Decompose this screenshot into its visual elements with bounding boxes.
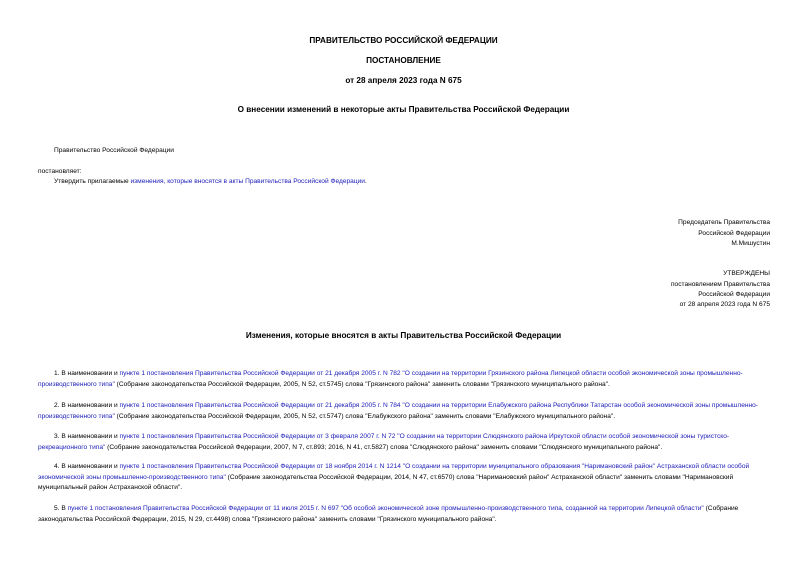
change-item-4 (38, 462, 771, 494)
change-item-4-prefix: 4. В наименовании и (54, 463, 120, 470)
changes-link[interactable]: изменения, которые вносятся в акты Правительства Российской Федерации (130, 178, 365, 185)
change-item-1-prefix: 1. В наименовании и (54, 370, 120, 377)
intro-government-text: Правительство Российской Федерации (54, 147, 174, 154)
change-item-3-text: (Собрание законодательства Российской Федерации, 2007, N 7, ст.893; 2016, N 41, ст.5827) слова "Слюдянского района" заменить словами "Слюдянского муниципального района". (105, 443, 663, 451)
change-item-5-link[interactable]: пункте 1 постановления Правительства Российской Федерации от 11 июля 2015 г. N 697 "Об особой экономической зоне промышленно-производственного типа, созданной на территории Липецкой области" (67, 505, 704, 512)
change-item-5 (38, 504, 771, 525)
change-item-5-prefix: 5. В (54, 505, 68, 512)
intro-approve-text (54, 178, 367, 185)
document-title: О внесении изменений в некоторые акты Правительства Российской Федерации (237, 105, 570, 114)
approved-label: УТВЕРЖДЕНЫ (723, 270, 770, 277)
approved-date-line: от 28 апреля 2023 года N 675 (679, 301, 770, 308)
approved-government-line: Российской Федерации (698, 291, 770, 298)
change-item-1 (38, 369, 771, 390)
intro-approve-prefix: Утвердить прилагаемые (54, 178, 131, 185)
signature-name: М.Мишустин (731, 240, 770, 247)
change-item-2-text: (Собрание законодательства Российской Федерации, 2005, N 52, ст.5747) слова "Елабужского района" заменить словами "Елабужского муниципального района". (114, 412, 616, 420)
change-item-2-prefix: 2. В наименовании и (54, 402, 120, 409)
approved-by-line: постановлением Правительства (670, 281, 770, 288)
document-type-heading: ПОСТАНОВЛЕНИЕ (366, 56, 441, 65)
change-item-3-prefix: 3. В наименовании и (54, 433, 120, 440)
change-item-1-link[interactable]: пункте 1 постановления Правительства Российской Федерации от 21 декабря 2005 г. N 782 "О создании на территории Грязинского района Липецкой области особой экономической зоны промышленно-производственного типа" (38, 370, 743, 388)
change-item-2 (38, 401, 771, 422)
change-item-5-text: (Собрание законодательства Российской Федерации, 2015, N 29, ст.4498) слова "Грязинского района" заменить словами "Грязинского муниципального района". (38, 505, 739, 523)
change-item-4-text: (Собрание законодательства Российской Федерации, 2014, N 47, ст.6570) слова "Наримановский район" Астраханской области" заменить словами "Наримановский муниципальный район Астраханской области". (38, 473, 734, 492)
change-item-1-text: (Собрание законодательства Российской Федерации, 2005, N 52, ст.5745) слова "Грязинского района" заменить словами "Грязинского муниципального района". (114, 380, 610, 388)
document-date-number: от 28 апреля 2023 года N 675 (345, 76, 462, 85)
change-item-3-link[interactable]: пункте 1 постановления Правительства Российской Федерации от 3 февраля 2007 г. N 72 "О создании на территории Слюдянского района Иркутской области особой экономической зоны туристско-рекреационного типа" (38, 433, 730, 451)
change-item-3 (38, 432, 771, 453)
change-item-2-link[interactable]: пункте 1 постановления Правительства Российской Федерации от 21 декабря 2005 г. N 784 "О создании на территории Елабужского района Республики Татарстан особой экономической зоны промышленно-производственного типа" (38, 402, 759, 420)
changes-title: Изменения, которые вносятся в акты Правительства Российской Федерации (245, 331, 562, 340)
government-heading: ПРАВИТЕЛЬСТВО РОССИЙСКОЙ ФЕДЕРАЦИИ (309, 36, 498, 45)
intro-approve-suffix: . (364, 178, 367, 185)
signature-position-line1: Председатель Правительства (678, 219, 770, 226)
signature-position-line2: Российской Федерации (698, 230, 770, 237)
intro-decree-text: постановляет: (38, 168, 82, 175)
change-item-4-link[interactable]: пункте 1 постановления Правительства Российской Федерации от 18 ноября 2014 г. N 1214 "О создании на территории муниципального образования "Наримановский район" Астраханской области особой экономической зоны промышленно-производственного типа" (38, 463, 750, 481)
